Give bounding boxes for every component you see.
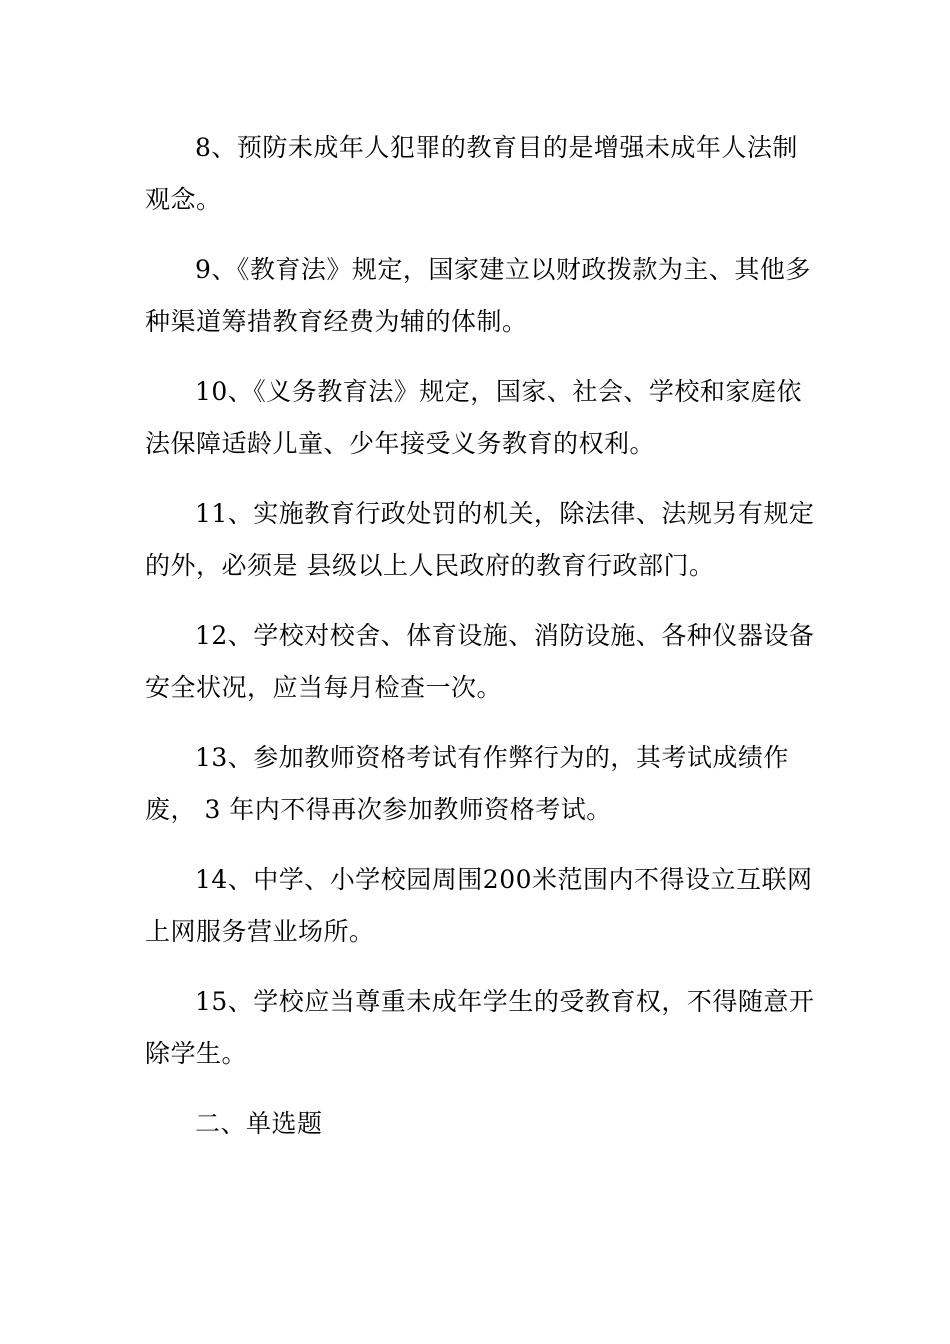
statement-13: 13、参加教师资格考试有作弊行为的，其考试成绩作废， 3 年内不得再次参加教师资格考试。 [145, 743, 789, 824]
statement-14: 14、中学、小学校园周围200米范围内不得设立互联网上网服务营业场所。 [145, 865, 813, 946]
statement-12: 12、学校对校舍、体育设施、消防设施、各种仪器设备安全状况，应当每月检查一次。 [145, 621, 815, 702]
statement-15: 15、学校应当尊重未成年学生的受教育权，不得随意开除学生。 [145, 987, 815, 1068]
statement-8: 8、预防未成年人犯罪的教育目的是增强未成年人法制观念。 [145, 133, 798, 214]
document-body [145, 122, 815, 1168]
statement-10: 10、《义务教育法》规定，国家、社会、学校和家庭依法保障适龄儿童、少年接受义务教育的权利。 [145, 377, 802, 458]
section-heading: 二、单选题 [195, 1109, 323, 1138]
statement-9: 9、《教育法》规定，国家建立以财政拨款为主、其他多种渠道筹措教育经费为辅的体制。 [145, 255, 811, 336]
statement-11: 11、实施教育行政处罚的机关，除法律、法规另有规定的外，必须是 县级以上人民政府的教育行政部门。 [145, 499, 815, 580]
